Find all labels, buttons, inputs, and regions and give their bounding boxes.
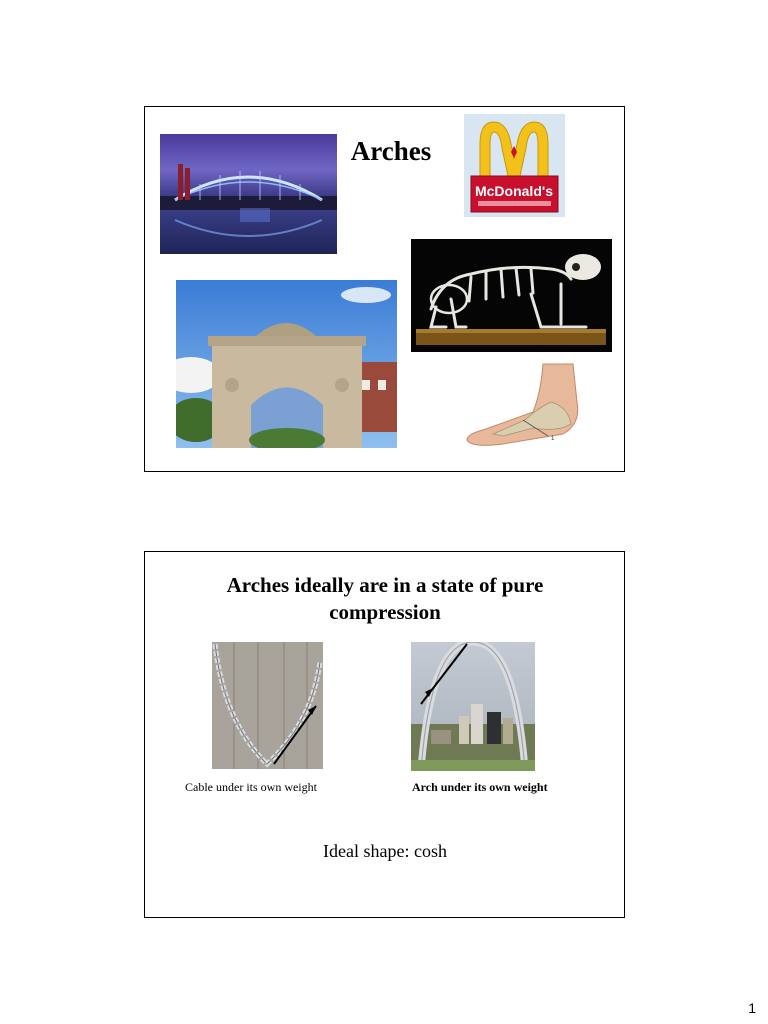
mcdonalds-logo-text: McDonald's — [474, 183, 554, 199]
bridge-photo — [160, 134, 337, 254]
mcdonalds-sign-photo — [464, 114, 565, 217]
cable-caption: Cable under its own weight — [185, 780, 317, 794]
page-number: 1 — [748, 1000, 756, 1016]
cat-skeleton-photo — [411, 239, 612, 352]
foot-bones-illustration — [463, 362, 588, 450]
slide-2 — [144, 551, 625, 918]
svg-text:1: 1 — [551, 436, 555, 442]
ideal-shape-text: Ideal shape: cosh — [323, 841, 447, 861]
gateway-arch-photo — [411, 642, 535, 771]
hanging-chain-photo — [212, 642, 323, 769]
slide-2-title: Arches ideally are in a state of pure compression — [226, 573, 544, 624]
arch-caption: Arch under its own weight — [412, 780, 548, 794]
stone-arch-gate-photo — [176, 280, 397, 448]
slide-1-title: Arches — [350, 136, 432, 166]
slide-1 — [144, 106, 625, 472]
